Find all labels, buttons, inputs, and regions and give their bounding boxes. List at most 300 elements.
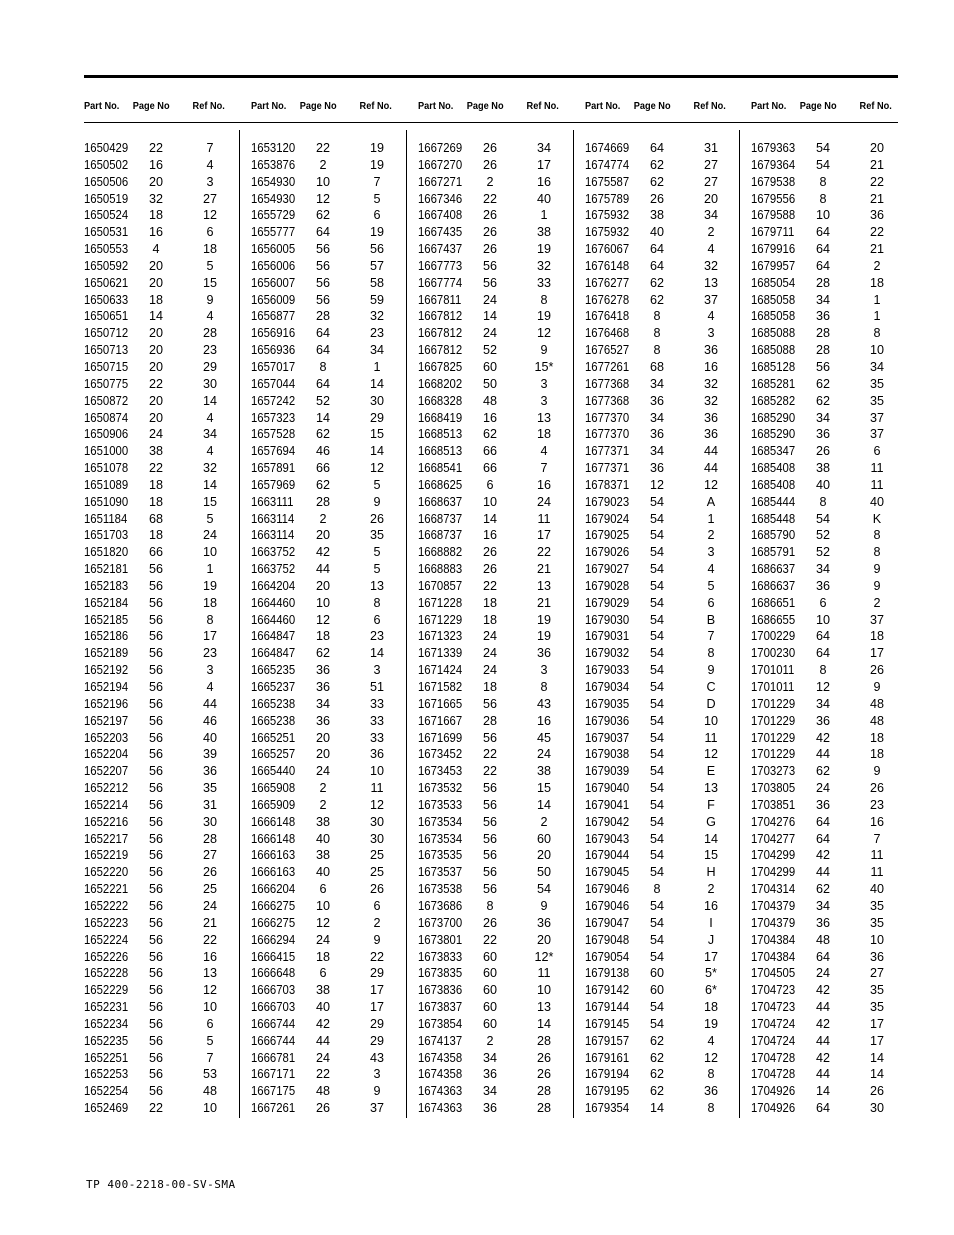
ref-number: J [707, 932, 715, 947]
ref-number: 48 [869, 696, 884, 711]
part-number: 1666744 [251, 1033, 296, 1048]
page-number: 56 [148, 1084, 163, 1099]
page-number: 38 [815, 461, 830, 476]
top-rule [84, 75, 898, 78]
part-number: 1667269 [418, 141, 463, 155]
parts-index-table [84, 98, 898, 1118]
part-number: 1676277 [585, 275, 630, 290]
page-number: 18 [315, 949, 330, 964]
ref-number: 60 [536, 831, 551, 846]
table-row [751, 932, 914, 949]
table-row [418, 814, 581, 831]
part-number: 1679354 [585, 1101, 630, 1116]
table-row [84, 544, 247, 561]
ref-number: 14 [536, 797, 551, 812]
table-row [418, 965, 581, 982]
table-row [84, 224, 247, 241]
ref-number: 21 [869, 191, 884, 206]
table-row [418, 1050, 581, 1067]
ref-number: 12 [703, 747, 718, 762]
table-row [585, 410, 748, 427]
part-number: 1650592 [84, 258, 129, 273]
page-number: 40 [315, 865, 330, 880]
ref-number: 58 [369, 275, 384, 290]
part-number: 1650553 [84, 242, 129, 257]
page-number: 64 [315, 376, 330, 391]
table-row [251, 864, 414, 881]
ref-number: 10 [202, 1101, 217, 1116]
page-number: 28 [815, 326, 830, 341]
page-number: 36 [815, 915, 830, 930]
part-number: 1668202 [418, 376, 463, 391]
page-number: 60 [649, 983, 664, 998]
ref-number: A [706, 494, 716, 509]
part-number: 1657242 [251, 393, 296, 408]
part-number: 1652221 [84, 882, 129, 897]
table-row [84, 477, 247, 494]
page-number: 56 [148, 1033, 163, 1048]
ref-number: 7 [873, 831, 881, 846]
table-row [751, 628, 914, 645]
page-number: 56 [148, 848, 163, 863]
part-number: 1679034 [585, 680, 630, 694]
table-row [84, 628, 247, 645]
ref-number: 11 [370, 781, 384, 796]
table-row [251, 258, 414, 275]
ref-number: 6 [373, 898, 381, 913]
page-number: 54 [649, 865, 664, 880]
part-number: 1656009 [251, 292, 296, 307]
table-row [751, 578, 914, 595]
table-row [418, 1066, 581, 1083]
table-row [251, 847, 414, 864]
page-number: 24 [482, 629, 497, 644]
page-number: 48 [315, 1084, 330, 1099]
part-number: 1675789 [585, 191, 630, 206]
part-number: 1673537 [418, 865, 463, 880]
ref-number: 26 [869, 781, 884, 796]
ref-number: 2 [540, 814, 548, 829]
ref-number: 22 [536, 545, 551, 560]
table-row [84, 207, 247, 224]
part-number: 1677368 [585, 393, 630, 408]
ref-number: 14 [369, 444, 384, 459]
table-row [751, 376, 914, 393]
ref-number: 9 [540, 343, 548, 358]
part-number: 1673532 [418, 781, 463, 796]
page-number: 42 [815, 983, 830, 998]
ref-number: 17 [369, 983, 384, 998]
table-row [751, 140, 914, 157]
page-number: 56 [148, 730, 163, 745]
part-number: 1673535 [418, 848, 463, 863]
page-number: 54 [649, 511, 664, 526]
table-row [418, 999, 581, 1016]
page-number: 26 [482, 208, 497, 223]
table-row [585, 628, 748, 645]
table-row [251, 494, 414, 511]
table-row [251, 292, 414, 309]
page-number: 20 [148, 326, 163, 341]
ref-number: 29 [369, 410, 384, 425]
page-number: 2 [319, 781, 327, 796]
part-number: 1652204 [84, 747, 129, 762]
part-number: 1652181 [84, 562, 129, 577]
page-number: 52 [315, 393, 330, 408]
part-number: 1657323 [251, 410, 296, 425]
ref-number: 19 [369, 157, 384, 172]
ref-number: 4 [540, 444, 548, 459]
part-number: 1679916 [751, 242, 796, 257]
page-number: 56 [815, 359, 830, 374]
part-number: 1677261 [585, 359, 630, 374]
ref-number: 39 [202, 747, 217, 762]
ref-number: 3 [206, 174, 214, 189]
part-number: 1650429 [84, 141, 129, 155]
page-number: 14 [482, 309, 497, 324]
page-number: 28 [315, 494, 330, 509]
page-number: 66 [315, 461, 330, 476]
ref-number: 1 [373, 359, 381, 374]
part-number: 1663111 [251, 494, 294, 509]
ref-number: 11 [870, 477, 884, 492]
part-number: 1679038 [585, 747, 630, 762]
part-number: 1679142 [585, 983, 630, 998]
part-number: 1673835 [418, 966, 463, 981]
table-row [418, 713, 581, 730]
ref-number: 9 [873, 562, 881, 577]
page-number: 36 [815, 713, 830, 728]
part-number: 1676148 [585, 258, 630, 273]
page-number: 34 [815, 898, 830, 913]
table-row [418, 645, 581, 662]
ref-number: 14 [869, 1067, 884, 1082]
part-number: 1679194 [585, 1067, 630, 1082]
page-number: 20 [148, 359, 163, 374]
part-number: 1652254 [84, 1084, 129, 1099]
ref-number: 10 [869, 932, 884, 947]
part-number: 1679054 [585, 949, 630, 964]
part-number: 1663752 [251, 545, 296, 560]
page-number: 56 [315, 242, 330, 257]
ref-number: 20 [869, 141, 884, 155]
part-number: 1701011 [751, 663, 795, 678]
page-number: 56 [148, 578, 163, 593]
part-number: 1679044 [585, 848, 630, 863]
part-number: 1666163 [251, 865, 296, 880]
ref-number: 36 [369, 747, 384, 762]
part-number: 1666148 [251, 814, 296, 829]
page-number: 56 [148, 764, 163, 779]
page-number: 66 [148, 545, 163, 560]
ref-number: 23 [369, 326, 384, 341]
page-number: 64 [815, 814, 830, 829]
table-row [585, 831, 748, 848]
part-number: 1704379 [751, 915, 796, 930]
ref-number: 9 [373, 494, 381, 509]
table-row [251, 1033, 414, 1050]
table-row [84, 426, 247, 443]
ref-number: 6 [873, 444, 881, 459]
table-row [585, 191, 748, 208]
page-number: 22 [148, 376, 163, 391]
part-number: 1652217 [84, 831, 129, 846]
table-row [418, 628, 581, 645]
page-number: 20 [148, 275, 163, 290]
part-number: 1685128 [751, 359, 796, 374]
table-row [84, 662, 247, 679]
column-header [251, 98, 401, 116]
table-row [418, 157, 581, 174]
table-row [251, 797, 414, 814]
page-number: 26 [649, 191, 664, 206]
table-row [585, 746, 748, 763]
part-number: 1652223 [84, 915, 129, 930]
page-number: 40 [649, 225, 664, 240]
ref-number: 32 [369, 309, 384, 324]
ref-number: 36 [536, 646, 551, 661]
table-row [251, 426, 414, 443]
table-row [418, 679, 581, 696]
part-number: 1654930 [251, 191, 296, 206]
part-number: 1652235 [84, 1033, 129, 1048]
part-number: 1671229 [418, 612, 463, 627]
ref-number: 12 [369, 461, 384, 476]
page-number: 10 [315, 174, 330, 189]
table-row [251, 746, 414, 763]
part-number: 1679046 [585, 898, 630, 913]
ref-number: 12 [202, 983, 217, 998]
ref-number: 19 [202, 578, 217, 593]
page-no-header: Page No [633, 101, 671, 112]
page-number: 36 [815, 578, 830, 593]
table-row [418, 191, 581, 208]
part-number: 1668737 [418, 528, 463, 543]
part-number: 1704724 [751, 1033, 796, 1048]
page-no-header: Page No [799, 101, 837, 112]
page-number: 34 [649, 444, 664, 459]
table-row [585, 1050, 748, 1067]
part-number: 1663752 [251, 562, 296, 577]
part-number: 1654930 [251, 174, 296, 189]
ref-number: 12 [536, 326, 551, 341]
ref-number: 23 [369, 629, 384, 644]
page-number: 54 [649, 764, 664, 779]
ref-number: 13 [536, 578, 551, 593]
part-number: 1679043 [585, 831, 630, 846]
table-row [585, 477, 748, 494]
table-row [418, 443, 581, 460]
ref-number: 20 [703, 191, 718, 206]
page-number: 2 [319, 797, 327, 812]
page-number: 26 [482, 545, 497, 560]
table-row [751, 393, 914, 410]
page-no-header: Page No [466, 101, 504, 112]
page-number: 40 [815, 477, 830, 492]
table-row [585, 325, 748, 342]
table-row [751, 645, 914, 662]
table-row [251, 814, 414, 831]
ref-number: 6 [373, 208, 381, 223]
table-row [585, 949, 748, 966]
part-number: 1679024 [585, 511, 630, 526]
part-number: 1667261 [251, 1101, 296, 1116]
page-number: 54 [649, 629, 664, 644]
table-row [585, 460, 748, 477]
part-number: 1655729 [251, 208, 296, 223]
part-number: 1673700 [418, 915, 463, 930]
page-number: 56 [148, 932, 163, 947]
ref-number: 13 [703, 781, 718, 796]
table-row [585, 1016, 748, 1033]
part-number: 1704314 [751, 882, 796, 897]
ref-number: 12 [202, 208, 217, 223]
page-number: 20 [148, 174, 163, 189]
table-row [84, 999, 247, 1016]
page-number: 20 [148, 410, 163, 425]
table-row [751, 308, 914, 325]
ref-number: 31 [703, 141, 718, 155]
table-row [251, 157, 414, 174]
table-row [84, 982, 247, 999]
part-number: 1671323 [418, 629, 463, 644]
ref-number: 22 [869, 174, 884, 189]
index-column-5 [739, 101, 903, 1118]
page-number: 22 [148, 141, 163, 155]
part-number: 1652229 [84, 983, 129, 998]
part-number: 1666415 [251, 949, 296, 964]
ref-number: 34 [703, 208, 718, 223]
ref-number: 17 [202, 629, 217, 644]
table-row [585, 730, 748, 747]
ref-number: 25 [202, 882, 217, 897]
table-row [585, 342, 748, 359]
part-number: 1704505 [751, 966, 796, 981]
part-number: 1652253 [84, 1067, 129, 1082]
table-row [751, 999, 914, 1016]
ref-number: 7 [206, 1050, 214, 1065]
part-number: 1653120 [251, 141, 296, 155]
page-number: 16 [148, 157, 163, 172]
table-row [418, 207, 581, 224]
page-number: 34 [815, 562, 830, 577]
part-number: 1666744 [251, 1016, 296, 1031]
part-number: 1656005 [251, 242, 296, 257]
part-number: 1652251 [84, 1050, 129, 1065]
table-row [751, 949, 914, 966]
table-row [418, 477, 581, 494]
page-number: 54 [649, 595, 664, 610]
table-row [585, 1083, 748, 1100]
part-number: 1667812 [418, 343, 463, 358]
part-number: 1685058 [751, 292, 796, 307]
ref-number: 14 [869, 1050, 884, 1065]
part-number: 1666703 [251, 983, 296, 998]
page-number: 26 [482, 242, 497, 257]
page-number: 10 [815, 208, 830, 223]
ref-number: 26 [536, 1050, 551, 1065]
page-number: 54 [649, 663, 664, 678]
page-number: 34 [649, 376, 664, 391]
ref-number: 2 [373, 915, 381, 930]
part-number: 1685347 [751, 444, 796, 459]
part-no-header: Part No. [251, 101, 287, 112]
page-number: 36 [315, 680, 330, 694]
ref-number: 15 [369, 427, 384, 442]
ref-number: 32 [202, 461, 217, 476]
page-number: 12 [315, 191, 330, 206]
page-number: 26 [815, 444, 830, 459]
table-row [585, 494, 748, 511]
table-row [84, 898, 247, 915]
table-row [418, 763, 581, 780]
part-number: 1667175 [251, 1084, 296, 1099]
ref-number: 25 [369, 848, 384, 863]
ref-number: 11 [537, 966, 551, 981]
part-number: 1704926 [751, 1101, 796, 1116]
page-number: 52 [815, 545, 830, 560]
ref-number: 35 [869, 393, 884, 408]
page-number: 22 [315, 141, 330, 155]
part-number: 1671665 [418, 696, 463, 711]
page-number: 54 [815, 141, 830, 155]
ref-number: 22 [869, 225, 884, 240]
page-number: 34 [482, 1050, 497, 1065]
table-row [84, 359, 247, 376]
ref-number: 6 [373, 612, 381, 627]
part-number: 1679045 [585, 865, 630, 880]
part-number: 1685790 [751, 528, 796, 543]
table-row [751, 1066, 914, 1083]
part-number: 1657969 [251, 477, 296, 492]
ref-number: 30 [369, 393, 384, 408]
page-number: 56 [148, 781, 163, 796]
part-number: 1679041 [585, 797, 630, 812]
table-row [751, 258, 914, 275]
part-number: 1652203 [84, 730, 129, 745]
page-number: 2 [319, 157, 327, 172]
part-number: 1652222 [84, 898, 129, 913]
page-number: 44 [315, 562, 330, 577]
table-row [251, 460, 414, 477]
part-number: 1651078 [84, 461, 129, 476]
page-number: 10 [315, 595, 330, 610]
table-row [84, 915, 247, 932]
ref-number: 24 [202, 528, 217, 543]
ref-number: 30 [369, 831, 384, 846]
page-number: 52 [815, 528, 830, 543]
page-number: 64 [815, 258, 830, 273]
page-number: 54 [649, 680, 664, 694]
part-number: 1685791 [751, 545, 796, 560]
table-row [751, 157, 914, 174]
page-number: 60 [482, 1016, 497, 1031]
page-number: 56 [148, 680, 163, 694]
page-number: 34 [482, 1084, 497, 1099]
part-number: 1670857 [418, 578, 463, 593]
page-number: 24 [482, 646, 497, 661]
part-number: 1665257 [251, 747, 296, 762]
ref-number: 2 [707, 225, 715, 240]
index-column-3 [406, 101, 570, 1118]
part-number: 1671424 [418, 663, 463, 678]
page-number: 56 [482, 848, 497, 863]
page-number: 66 [482, 461, 497, 476]
ref-number: 8 [206, 612, 214, 627]
page-number: 26 [482, 141, 497, 155]
ref-number: 35 [869, 915, 884, 930]
table-row [751, 561, 914, 578]
